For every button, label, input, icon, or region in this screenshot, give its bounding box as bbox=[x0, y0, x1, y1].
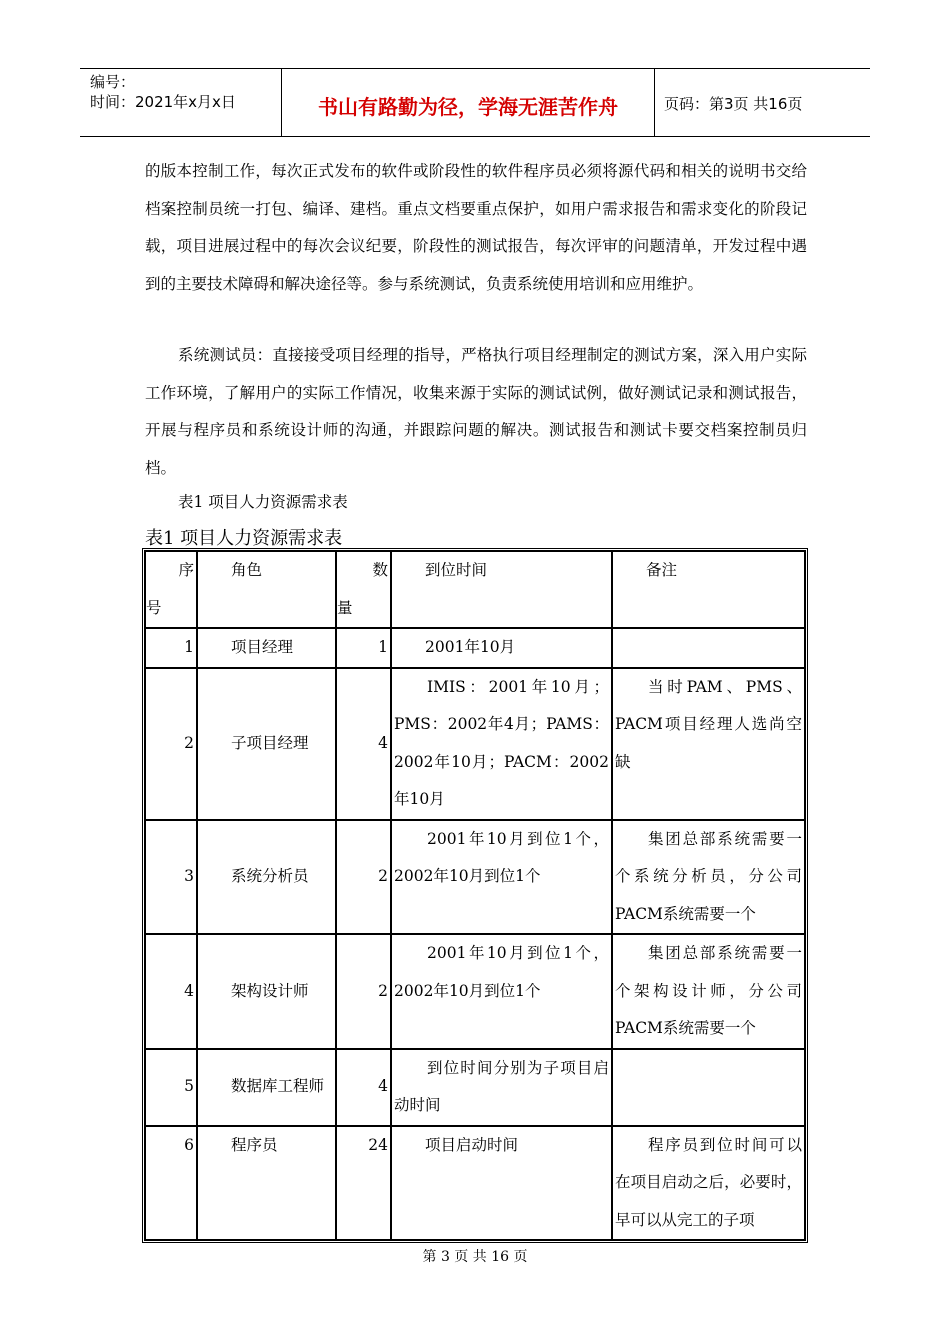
row-seq: 2 bbox=[145, 668, 197, 820]
row-role: 项目经理 bbox=[197, 628, 336, 668]
row-role: 系统分析员 bbox=[197, 820, 336, 935]
header-bottom-rule bbox=[80, 136, 870, 137]
row-count: 4 bbox=[336, 1049, 391, 1126]
paragraph-text: 的版本控制工作，每次正式发布的软件或阶段性的软件程序员必须将源代码和相关的说明书交给档案控制员统一打包、编译、建档。重点文档要重点保护，如用户需求报告和需求变化的阶段记载，项目进展过程中的每次会议纪要，阶段性的测试报告，每次评审的问题清单，开发过程中遇到的主要技术障碍和解决途径等。参与系统测试，负责系统使用培训和应用维护。 bbox=[145, 162, 807, 293]
row-time: 2001年10月到位1个，2002年10月到位1个 bbox=[391, 934, 612, 1049]
header-time-label: 时间：2021年x月x日 bbox=[90, 93, 236, 111]
header-divider-right bbox=[654, 68, 655, 136]
row-seq: 4 bbox=[145, 934, 197, 1049]
header-top-rule bbox=[80, 68, 870, 69]
table-row bbox=[145, 1049, 805, 1126]
row-remark: 集团总部系统需要一个架构设计师，分公司PACM系统需要一个 bbox=[612, 934, 805, 1049]
row-role: 数据库工程师 bbox=[197, 1049, 336, 1126]
row-remark: 当时PAM、PMS、PACM项目经理人选尚空缺 bbox=[612, 668, 805, 820]
table-header-row bbox=[145, 551, 805, 628]
table-row bbox=[145, 628, 805, 668]
row-role: 程序员 bbox=[197, 1126, 336, 1241]
header-meta bbox=[90, 72, 236, 112]
header-seq: 序 号 bbox=[145, 551, 197, 628]
row-count: 1 bbox=[336, 628, 391, 668]
row-time: 2001年10月到位1个，2002年10月到位1个 bbox=[391, 820, 612, 935]
row-count: 4 bbox=[336, 668, 391, 820]
row-time: IMIS：2001年10月；PMS：2002年4月；PAMS：2002年10月；PACM：2002年10月 bbox=[391, 668, 612, 820]
header-role: 角色 bbox=[197, 551, 336, 628]
body-paragraph-1 bbox=[145, 153, 807, 303]
row-time: 项目启动时间 bbox=[391, 1126, 612, 1241]
row-seq: 6 bbox=[145, 1126, 197, 1241]
header-remark: 备注 bbox=[612, 551, 805, 628]
row-remark bbox=[612, 628, 805, 668]
row-seq: 3 bbox=[145, 820, 197, 935]
table-row bbox=[145, 1126, 805, 1241]
row-count: 2 bbox=[336, 820, 391, 935]
row-seq: 1 bbox=[145, 628, 197, 668]
header-motto: 书山有路勤为径，学海无涯苦作舟 bbox=[318, 95, 618, 119]
row-seq: 5 bbox=[145, 1049, 197, 1126]
body-paragraph-2 bbox=[145, 337, 807, 487]
header-time: 到位时间 bbox=[391, 551, 612, 628]
header-number-label: 编号： bbox=[90, 73, 136, 91]
row-remark: 程序员到位时间可以在项目启动之后，必要时，早可以从完工的子项 bbox=[612, 1126, 805, 1241]
row-remark bbox=[612, 1049, 805, 1126]
table-row bbox=[145, 934, 805, 1049]
table-caption-large: 表1 项目人力资源需求表 bbox=[145, 528, 343, 549]
table-row bbox=[145, 668, 805, 820]
header-count: 数 量 bbox=[336, 551, 391, 628]
row-count: 2 bbox=[336, 934, 391, 1049]
row-time: 到位时间分别为子项目启动时间 bbox=[391, 1049, 612, 1126]
row-role: 架构设计师 bbox=[197, 934, 336, 1049]
row-remark: 集团总部系统需要一个系统分析员，分公司PACM系统需要一个 bbox=[612, 820, 805, 935]
table-row bbox=[145, 820, 805, 935]
header-page-info: 页码：第3页 共16页 bbox=[664, 95, 803, 113]
page-footer: 第 3 页 共 16 页 bbox=[422, 1249, 528, 1265]
row-time: 2001年10月 bbox=[391, 628, 612, 668]
table-caption-small: 表1 项目人力资源需求表 bbox=[178, 493, 348, 511]
paragraph-text: 系统测试员：直接接受项目经理的指导，严格执行项目经理制定的测试方案，深入用户实际工作环境，了解用户的实际工作情况，收集来源于实际的测试试例，做好测试记录和测试报告，开展与程序员和系统设计师的沟通，并跟踪问题的解决。测试报告和测试卡要交档案控制员归档。 bbox=[145, 346, 807, 477]
hr-requirements-table bbox=[142, 548, 808, 1243]
row-role: 子项目经理 bbox=[197, 668, 336, 820]
row-count: 24 bbox=[336, 1126, 391, 1241]
